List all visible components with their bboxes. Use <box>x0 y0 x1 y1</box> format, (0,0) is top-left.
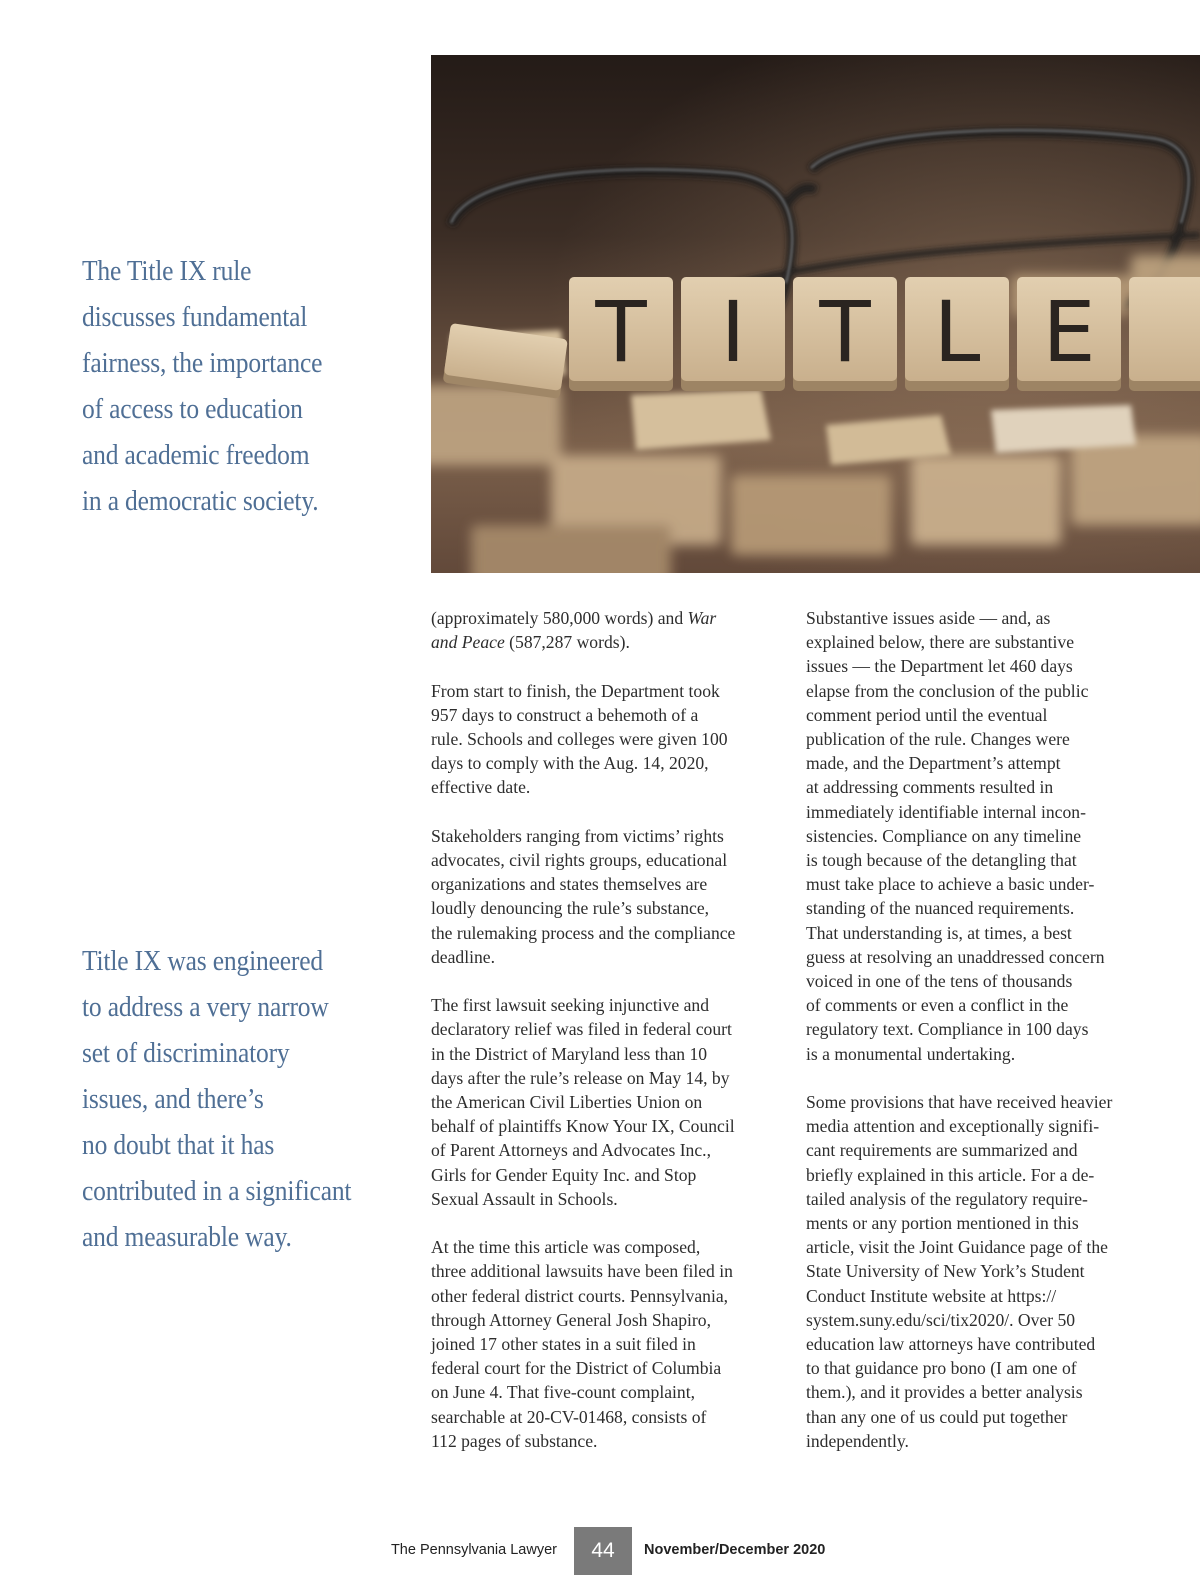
paragraph <box>806 606 1146 1066</box>
pull-quote-line: of access to education <box>82 393 303 425</box>
text-line: elapse from the conclusion of the public <box>806 680 1089 701</box>
text-line: them.), and it provides a better analysis <box>806 1382 1083 1403</box>
text-line: publication of the rule. Changes were <box>806 729 1070 750</box>
text-line: 957 days to construct a behemoth of a <box>431 704 699 725</box>
text-line: is tough because of the detangling that <box>806 850 1077 871</box>
text-line: at addressing comments resulted in <box>806 777 1054 798</box>
text-run: (approximately 580,000 words) and <box>431 608 688 628</box>
text-line: guess at resolving an unaddressed concern <box>806 946 1105 967</box>
text-line: joined 17 other states in a suit filed in <box>431 1334 696 1355</box>
tile-letter: L <box>933 283 981 381</box>
text-line: effective date. <box>431 777 531 798</box>
text-line: through Attorney General Josh Shapiro, <box>431 1309 711 1330</box>
pull-quote-line: contributed in a significant <box>82 1175 352 1207</box>
pull-quote-line: and academic freedom <box>82 439 310 471</box>
text-line: 112 pages of substance. <box>431 1430 598 1451</box>
text-line: advocates, civil rights groups, educational <box>431 850 728 870</box>
text-line: education law attorneys have contributed <box>806 1334 1096 1355</box>
text-line: briefly explained in this article. For a de- <box>806 1164 1095 1185</box>
text-line: days to comply with the Aug. 14, 2020, <box>431 753 709 774</box>
tile-letter: T <box>819 283 871 381</box>
publication-name: The Pennsylvania Lawyer <box>390 1542 557 1558</box>
text-line: the rulemaking process and the compliance <box>431 922 736 943</box>
text-line: three additional lawsuits have been filed in <box>431 1261 733 1282</box>
pull-quote-line: set of discriminatory <box>82 1037 290 1069</box>
text-line: the American Civil Liberties Union on <box>431 1092 703 1113</box>
paragraph <box>431 993 781 1211</box>
text-line <box>431 606 781 630</box>
text-line: From start to finish, the Department took <box>431 680 720 701</box>
text-line: made, and the Department’s attempt <box>806 753 1061 774</box>
issue-date: November/December 2020 <box>644 1542 826 1558</box>
text-line: searchable at 20-CV-01468, consists of <box>431 1406 707 1427</box>
article-column-1 <box>431 606 781 1477</box>
text-line: regulatory text. Compliance in 100 days <box>806 1019 1089 1040</box>
pull-quote-line: in a democratic society. <box>82 485 319 517</box>
text-line: Substantive issues aside — and, as <box>806 608 1051 628</box>
text-line: deadline. <box>431 946 495 967</box>
text-line: immediately identifiable internal incon- <box>806 801 1086 822</box>
pull-quote-top <box>82 248 399 524</box>
text-line: voiced in one of the tens of thousands <box>806 971 1073 992</box>
pull-quote-line: Title IX was engineered <box>82 945 323 977</box>
pull-quote-line: fairness, the importance <box>82 347 323 379</box>
tile-letter: I <box>720 283 746 381</box>
pull-quote-line: issues, and there’s <box>82 1083 264 1115</box>
text-line: organizations and states themselves are <box>431 874 708 895</box>
book-title: War <box>687 608 717 628</box>
text-line: must take place to achieve a basic under- <box>806 874 1095 895</box>
text-line: State University of New York’s Student <box>806 1261 1085 1282</box>
page-number: 44 <box>574 1527 632 1575</box>
text-line: Girls for Gender Equity Inc. and Stop <box>431 1164 697 1185</box>
paragraph <box>431 679 781 800</box>
pull-quote-bottom <box>82 938 399 1260</box>
title-tiles-photo <box>431 55 1200 573</box>
text-line: in the District of Maryland less than 10 <box>431 1043 708 1064</box>
article-column-2 <box>806 606 1146 1477</box>
text-line: At the time this article was composed, <box>431 1237 701 1258</box>
text-line: than any one of us could put together <box>806 1406 1068 1427</box>
text-line: issues — the Department let 460 days <box>806 656 1073 677</box>
pull-quote-line: to address a very narrow <box>82 991 329 1023</box>
title-tiles-illustration <box>431 55 1200 573</box>
paragraph <box>431 824 781 969</box>
pull-quote-line: The Title IX rule <box>82 255 252 287</box>
paragraph <box>806 1090 1146 1453</box>
tile-row <box>569 277 1200 391</box>
text-line: rule. Schools and colleges were given 100 <box>431 729 728 749</box>
tile-letter: T <box>595 283 647 381</box>
text-line: cant requirements are summarized and <box>806 1140 1078 1161</box>
text-line: loudly denouncing the rule’s substance, <box>431 898 710 919</box>
text-run: (587,287 words). <box>504 632 630 653</box>
text-line: other federal district courts. Pennsylvania, <box>431 1285 729 1306</box>
text-line: media attention and exceptionally signifi- <box>806 1116 1100 1137</box>
paragraph <box>431 1235 781 1453</box>
text-line: explained below, there are substantive <box>806 632 1075 653</box>
text-line <box>431 630 781 654</box>
text-line: article, visit the Joint Guidance page of the <box>806 1237 1108 1258</box>
text-line: on June 4. That five-count complaint, <box>431 1382 696 1403</box>
text-line: system.suny.edu/sci/tix2020/. Over 50 <box>806 1309 1076 1330</box>
text-line: The first lawsuit seeking injunctive and <box>431 995 710 1016</box>
text-line: days after the rule’s release on May 14, by <box>431 1067 730 1088</box>
text-line: Some provisions that have received heavier <box>806 1092 1113 1113</box>
text-line: independently. <box>806 1430 909 1451</box>
text-line: federal court for the District of Columbia <box>431 1358 722 1379</box>
text-line: standing of the nuanced requirements. <box>806 898 1075 919</box>
text-line: Sexual Assault in Schools. <box>431 1188 618 1209</box>
text-line: Stakeholders ranging from victims’ rights <box>431 825 724 846</box>
text-line: Conduct Institute website at https:// <box>806 1285 1057 1306</box>
text-line: of comments or even a conflict in the <box>806 995 1069 1016</box>
text-line: sistencies. Compliance on any timeline <box>806 825 1082 846</box>
page-footer <box>0 1527 1200 1582</box>
pull-quote-line: no doubt that it has <box>82 1129 275 1161</box>
text-line: tailed analysis of the regulatory require- <box>806 1188 1088 1209</box>
pull-quote-line: and measurable way. <box>82 1221 292 1253</box>
paragraph <box>431 606 781 654</box>
text-line: to that guidance pro bono (I am one of <box>806 1358 1077 1379</box>
text-line: declaratory relief was filed in federal court <box>431 1019 732 1040</box>
text-line: That understanding is, at times, a best <box>806 922 1072 943</box>
book-title: and Peace <box>431 632 505 653</box>
text-line: behalf of plaintiffs Know Your IX, Council <box>431 1116 735 1137</box>
tile-letter: E <box>1042 283 1096 381</box>
text-line: ments or any portion mentioned in this <box>806 1213 1079 1234</box>
text-line: is a monumental undertaking. <box>806 1043 1016 1064</box>
text-line: comment period until the eventual <box>806 704 1048 725</box>
text-line: of Parent Attorneys and Advocates Inc., <box>431 1140 711 1161</box>
pull-quote-line: discusses fundamental <box>82 301 308 333</box>
